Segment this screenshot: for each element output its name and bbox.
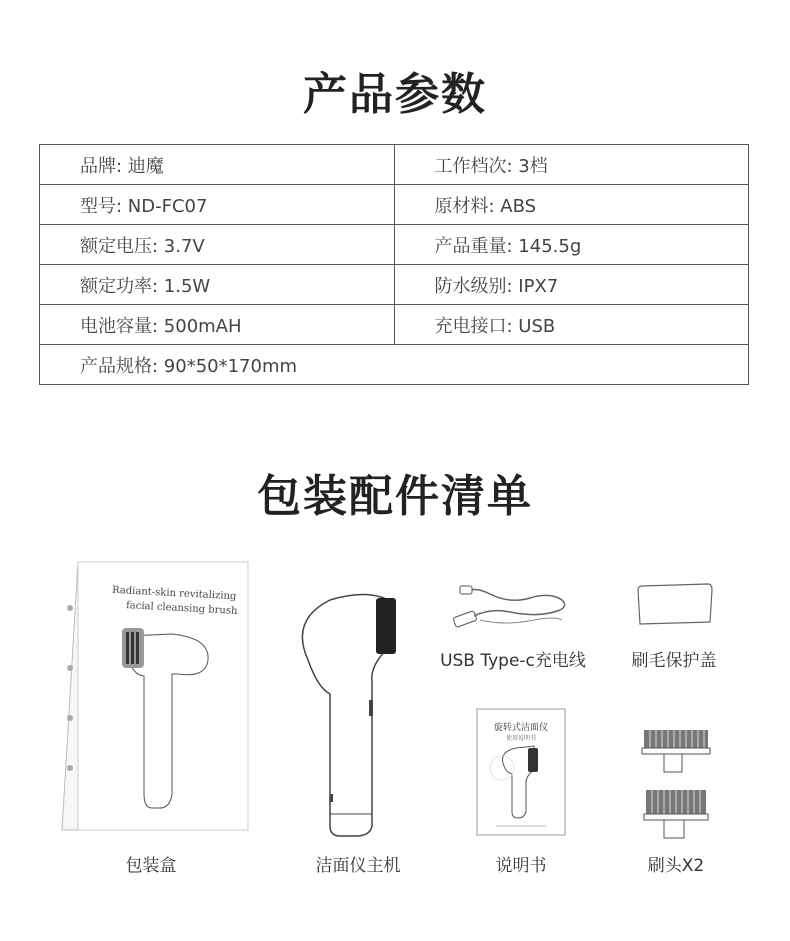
spec-cell: 原材料: ABS xyxy=(394,185,749,225)
item-label-manual: 说明书 xyxy=(495,856,547,876)
item-label-cleanser-device: 洁面仪主机 xyxy=(315,856,401,876)
spec-table xyxy=(39,144,749,385)
table-row xyxy=(40,225,749,265)
spec-cell: 额定电压: 3.7V xyxy=(40,225,395,265)
brush-head-image xyxy=(640,788,712,840)
spec-cell: 产品重量: 145.5g xyxy=(394,225,749,265)
section-title-parameters: 产品参数 xyxy=(303,69,487,120)
bristle-cover-image xyxy=(636,582,716,626)
table-row xyxy=(40,265,749,305)
spec-cell: 型号: ND-FC07 xyxy=(40,185,395,225)
table-row xyxy=(40,345,749,385)
manual-subtitle: 使用说明书 xyxy=(505,735,536,742)
table-row xyxy=(40,145,749,185)
item-label-package-box: 包装盒 xyxy=(125,856,177,876)
spec-cell: 额定功率: 1.5W xyxy=(40,265,395,305)
spec-cell: 充电接口: USB xyxy=(394,305,749,345)
box-text-line1: Radiant-skin revitalizing xyxy=(111,584,237,603)
item-label-brush-heads: 刷头X2 xyxy=(647,856,705,876)
usb-cable-image xyxy=(450,580,570,640)
spec-cell: 防水级别: IPX7 xyxy=(394,265,749,305)
spec-cell: 工作档次: 3档 xyxy=(394,145,749,185)
spec-cell-size: 产品规格: 90*50*170mm xyxy=(40,345,749,385)
item-label-bristle-cover: 刷毛保护盖 xyxy=(631,651,717,671)
section-title-package-list: 包装配件清单 xyxy=(257,471,533,522)
box-text-line2: facial cleansing brush xyxy=(125,600,238,617)
table-row xyxy=(40,185,749,225)
table-row xyxy=(40,305,749,345)
brush-head-image xyxy=(640,728,712,776)
item-label-usb-cable: USB Type-c充电线 xyxy=(440,651,586,671)
spec-cell: 电池容量: 500mAH xyxy=(40,305,395,345)
manual-title: 旋转式洁面仪 xyxy=(493,723,548,733)
spec-cell: 品牌: 迪魔 xyxy=(40,145,395,185)
cleanser-device-image xyxy=(290,590,410,840)
